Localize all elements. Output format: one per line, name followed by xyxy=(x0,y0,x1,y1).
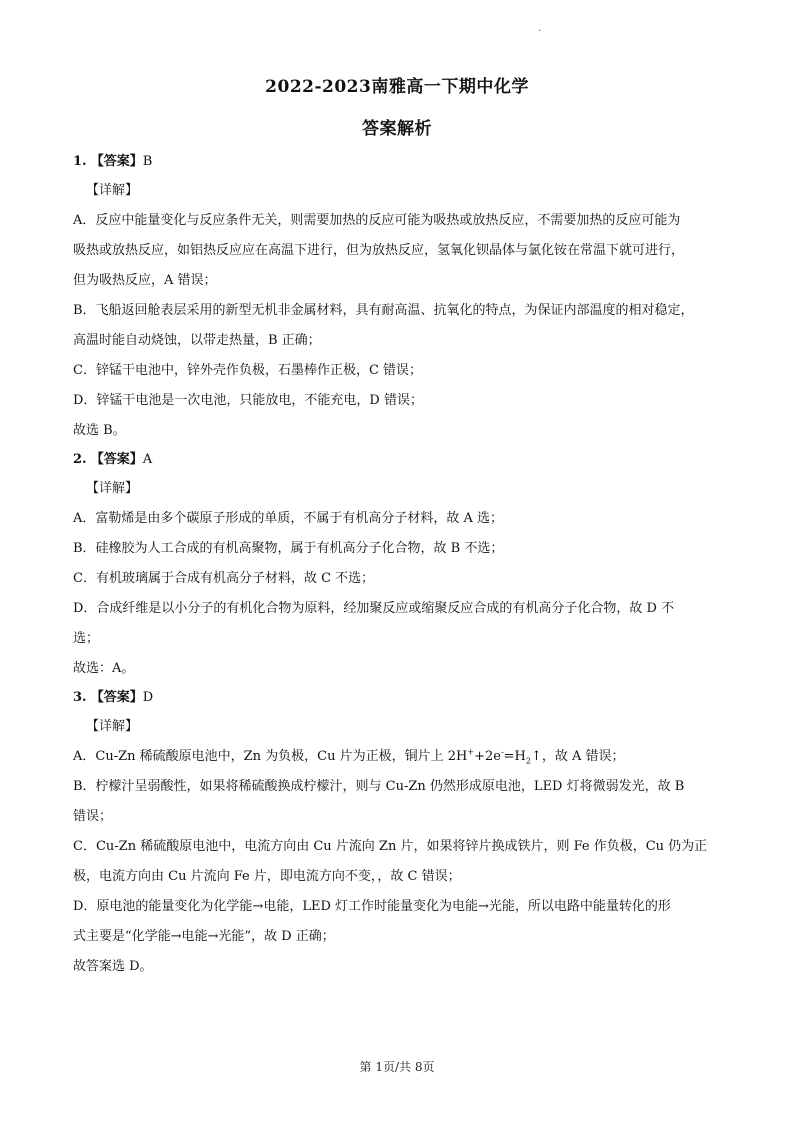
detail-label: 【详解】 xyxy=(86,183,139,198)
explanation-line: B．柠檬汁呈弱酸性，如果将稀硫酸换成柠檬汁，则与 Cu-Zn 仍然形成原电池，LED 灯将微弱发光，故 B xyxy=(73,779,685,794)
answer-value: A xyxy=(142,452,153,467)
detail-label: 【详解】 xyxy=(86,719,139,734)
answer-label: 【答案】 xyxy=(90,452,143,467)
explanation-line: D．合成纤维是以小分子的有机化合物为原料，经加聚反应或缩聚反应合成的有机高分子化合物，故 D 不 xyxy=(73,601,675,616)
explanation-line: B．硅橡胶为人工合成的有机高聚物，属于有机高分子化合物，故 B 不选； xyxy=(73,541,504,556)
explanation-line: 但为吸热反应，A 错误； xyxy=(73,273,217,288)
question-block-3 xyxy=(73,684,733,982)
explanation-line: 极，电流方向由 Cu 片流向 Fe 片，即电流方向不变，，故 C 错误； xyxy=(73,869,461,884)
question-header xyxy=(73,148,733,176)
equation-text-after: ↑，故 A 错误； xyxy=(530,749,625,764)
explanation-line: D．锌锰干电池是一次电池，只能放电，不能充电，D 错误； xyxy=(73,393,423,408)
explanation-line: C．有机玻璃属于合成有机高分子材料，故 C 不选； xyxy=(73,571,375,586)
explanation-line: C．锌锰干电池中，锌外壳作负极，石墨棒作正极，C 错误； xyxy=(73,363,423,378)
explanation-line-equation xyxy=(73,742,733,772)
explanation-line: A．富勒烯是由多个碳原子形成的单质，不属于有机高分子材料，故 A 选； xyxy=(73,511,504,526)
explanation-line: A．反应中能量变化与反应条件无关，则需要加热的反应可能为吸热或放热反应，不需要加热的反应可能为 xyxy=(73,213,681,228)
detail-label: 【详解】 xyxy=(86,481,139,496)
question-block-2 xyxy=(73,446,733,684)
corner-mark: · xyxy=(538,26,542,37)
question-header xyxy=(73,446,733,474)
answer-value: B xyxy=(142,154,153,169)
question-number: 1. xyxy=(73,154,87,169)
answer-content xyxy=(73,148,733,982)
explanation-line: 式主要是“化学能→电能→光能”，故 D 正确； xyxy=(73,929,335,944)
conclusion-line: 故答案选 D。 xyxy=(73,959,153,974)
superscript-plus: + xyxy=(467,747,475,757)
equation-text-mid2: =H xyxy=(503,749,526,764)
equation-text-before: A．Cu-Zn 稀硫酸原电池中，Zn 为负极，Cu 片为正极，铜片上 2H xyxy=(73,749,468,764)
page-subtitle: 答案解析 xyxy=(362,119,432,139)
answer-value: D xyxy=(142,690,154,705)
conclusion-line: 故选 B。 xyxy=(73,423,126,438)
explanation-line: 选； xyxy=(73,631,100,646)
question-block-1 xyxy=(73,148,733,446)
explanation-line: B．飞船返回舱表层采用的新型无机非金属材料，具有耐高温、抗氧化的特点，为保证内部温度的相对稳定， xyxy=(73,303,694,318)
explanation-line: 高温时能自动烧蚀，以带走热量，B 正确； xyxy=(73,333,321,348)
answer-label: 【答案】 xyxy=(90,154,143,169)
answer-label: 【答案】 xyxy=(90,690,143,705)
page-title: 2022-2023南雅高一下期中化学 xyxy=(265,77,529,97)
conclusion-line: 故选：A。 xyxy=(73,661,135,676)
subscript-two: 2 xyxy=(525,756,531,766)
question-header xyxy=(73,684,733,712)
explanation-line: C．Cu-Zn 稀硫酸原电池中，电流方向由 Cu 片流向 Zn 片，如果将锌片换成铁片，则 Fe 作负极，Cu 仍为正 xyxy=(73,839,708,854)
explanation-line: 吸热或放热反应，如铝热反应应在高温下进行，但为放热反应，氢氧化钡晶体与氯化铵在常温下就可进行， xyxy=(73,243,685,258)
equation-text-mid: +2e xyxy=(474,749,501,764)
question-number: 3. xyxy=(73,690,87,705)
page-footer: 第 1页/共 8页 xyxy=(359,1060,435,1074)
explanation-line: 错误； xyxy=(73,809,113,824)
question-number: 2. xyxy=(73,452,87,467)
superscript-minus: - xyxy=(500,747,504,757)
explanation-line: D．原电池的能量变化为化学能→电能，LED 灯工作时能量变化为电能→光能，所以电路中能量转化的形 xyxy=(73,899,671,914)
